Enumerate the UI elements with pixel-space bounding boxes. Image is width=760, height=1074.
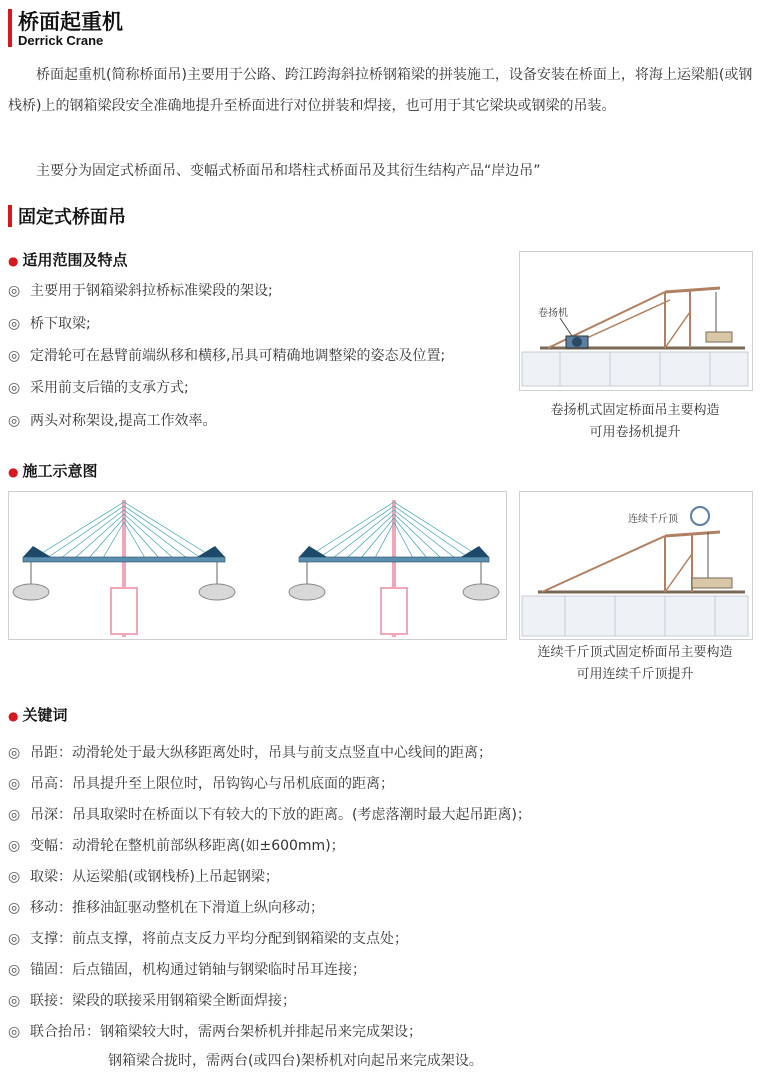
intro-paragraph-1: 桥面起重机(简称桥面吊)主要用于公路、跨江跨海斜拉桥钢箱梁的拼装施工，设备安装在桥面上，将海上运梁船(或钢栈桥)上的钢箱梁段安全准确地提升至桥面进行对位拼装和焊接，也可用于其它梁块或钢梁的吊装。 (8, 67, 753, 114)
keyword-item (8, 773, 394, 793)
double-circle-icon: ◎ (8, 931, 21, 947)
scope-item (8, 345, 445, 365)
double-circle-icon: ◎ (8, 413, 21, 429)
figure1-caption-line: 卷扬机式固定桥面吊主要构造 (550, 403, 720, 418)
scope-item (8, 410, 216, 430)
double-circle-icon: ◎ (8, 900, 21, 916)
keyword-item-text: 移动：推移油缸驱动整机在下滑道上纵向移动； (30, 900, 324, 916)
double-circle-icon: ◎ (8, 745, 21, 761)
title-accent-bar (8, 9, 12, 47)
winch-crane-drawing (520, 252, 752, 390)
double-circle-icon: ◎ (8, 869, 21, 885)
keyword-item (8, 835, 345, 855)
scope-heading-text: 适用范围及特点 (22, 251, 128, 269)
keyword-item (8, 866, 279, 886)
double-circle-icon: ◎ (8, 316, 21, 332)
scope-item-text: 采用前支后锚的支承方式; (30, 380, 189, 396)
double-circle-icon: ◎ (8, 1024, 21, 1040)
jack-label: 连续千斤顶 (628, 514, 678, 525)
section-title: 固定式桥面吊 (18, 207, 126, 228)
figure2-caption-line: 连续千斤顶式固定桥面吊主要构造 (537, 645, 733, 660)
keyword-item-text: 支撑：前点支撑，将前点支反力平均分配到钢箱梁的支点处； (30, 931, 408, 947)
jack-crane-figure (519, 491, 753, 640)
figure2-caption (519, 642, 751, 686)
double-circle-icon: ◎ (8, 807, 21, 823)
keywords-heading-text: 关键词 (22, 706, 68, 724)
figure1-caption (519, 400, 751, 444)
cable-stayed-bridge-drawing (9, 492, 506, 639)
keyword-item (8, 990, 296, 1010)
keyword-item (8, 742, 492, 762)
keyword-item-text: 吊高：吊具提升至上限位时，吊钩钩心与吊机底面的距离； (30, 776, 394, 792)
scope-heading (8, 249, 128, 270)
keyword-item (8, 959, 366, 979)
keyword-item-text: 吊深：吊具取梁时在桥面以下有较大的下放的距离。(考虑落潮时最大起吊距离)； (30, 807, 531, 823)
keyword-item-text: 锚固：后点锚固，机构通过销轴与钢梁临时吊耳连接； (30, 962, 366, 978)
winch-crane-figure (519, 251, 753, 391)
double-circle-icon: ◎ (8, 776, 21, 792)
keyword-item-text: 变幅：动滑轮在整机前部纵移距离(如±600mm)； (30, 838, 345, 854)
bridge-left (13, 500, 235, 637)
red-bullet-icon: ● (8, 254, 19, 268)
bridge-right (289, 500, 499, 637)
winch-label: 卷扬机 (538, 308, 568, 319)
double-circle-icon: ◎ (8, 348, 21, 364)
scope-item-text: 定滑轮可在悬臂前端纵移和横移,吊具可精确地调整梁的姿态及位置; (30, 348, 446, 364)
intro-paragraph-2: 主要分为固定式桥面吊、变幅式桥面吊和塔柱式桥面吊及其衍生结构产品“岸边吊” (36, 163, 541, 179)
double-circle-icon: ◎ (8, 993, 21, 1009)
scope-item-text: 桥下取梁; (30, 316, 91, 332)
double-circle-icon: ◎ (8, 962, 21, 978)
scope-item (8, 377, 189, 397)
double-circle-icon: ◎ (8, 380, 21, 396)
keyword-item (8, 928, 408, 948)
keyword-item-text: 联接：梁段的联接采用钢箱梁全断面焊接； (30, 993, 296, 1009)
keywords-heading (8, 704, 68, 725)
figure1-caption-line: 可用卷扬机提升 (589, 425, 681, 440)
red-bullet-icon: ● (8, 709, 19, 723)
page-title: 桥面起重机 (18, 10, 123, 34)
construction-heading-text: 施工示意图 (22, 462, 98, 480)
keyword-continuation: 钢箱梁合拢时，需两台(或四台)架桥机对向起吊来完成架设。 (108, 1053, 483, 1069)
scope-item-text: 主要用于钢箱梁斜拉桥标准梁段的架设; (30, 283, 273, 299)
construction-heading (8, 460, 98, 481)
scope-item-text: 两头对称架设,提高工作效率。 (30, 413, 217, 429)
keyword-item (8, 1021, 422, 1041)
keyword-item-text: 取梁：从运梁船(或钢栈桥)上吊起钢梁； (30, 869, 279, 885)
construction-schematic (8, 491, 507, 640)
double-circle-icon: ◎ (8, 283, 21, 299)
figure2-caption-line: 可用连续千斤顶提升 (576, 667, 694, 682)
scope-item (8, 280, 273, 300)
keyword-item-text: 联合抬吊：钢箱梁较大时，需两台架桥机并排起吊来完成架设； (30, 1024, 422, 1040)
keyword-item (8, 897, 324, 917)
red-bullet-icon: ● (8, 465, 19, 479)
keyword-item (8, 804, 531, 824)
double-circle-icon: ◎ (8, 838, 21, 854)
section-accent-bar (8, 205, 12, 227)
page-subtitle: Derrick Crane (18, 33, 104, 48)
keyword-item-text: 吊距：动滑轮处于最大纵移距离处时，吊具与前支点竖直中心线间的距离； (30, 745, 492, 761)
scope-item (8, 313, 91, 333)
jack-crane-drawing (520, 492, 752, 639)
